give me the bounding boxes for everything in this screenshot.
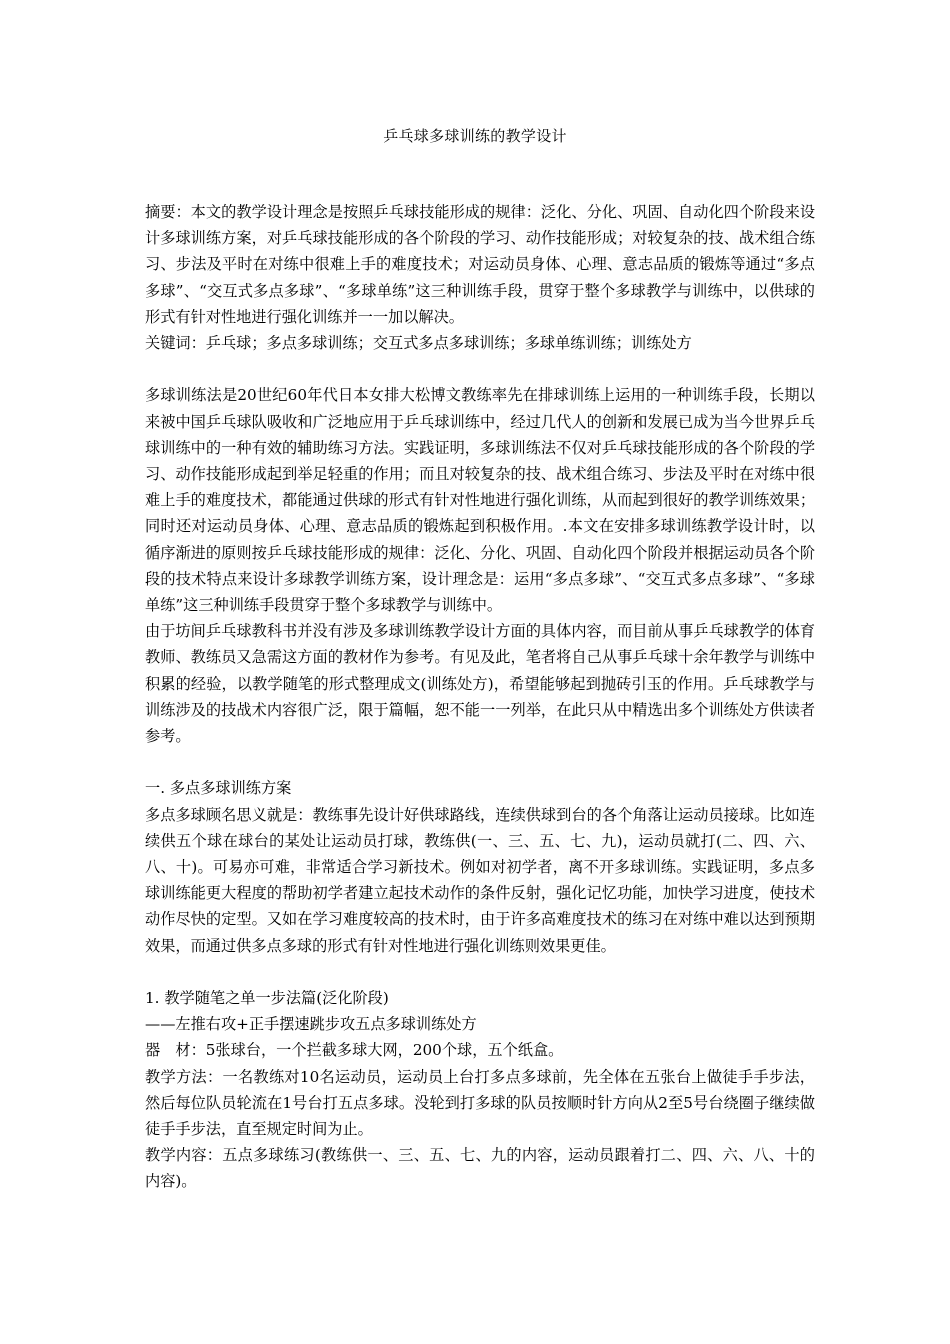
paragraph-spacer	[145, 749, 815, 775]
document-title: 乒乓球多球训练的教学设计	[383, 127, 567, 145]
paragraph-spacer	[145, 356, 815, 382]
paragraph-spacer	[145, 959, 815, 985]
document-body	[145, 199, 815, 1195]
abstract-paragraph: 摘要：本文的教学设计理念是按照乒乓球技能形成的规律：泛化、分化、巩固、自动化四个阶段来设计多球训练方案，对乒乓球技能形成的各个阶段的学习、动作技能形成；对较复杂的技、战术组合练习、步法及平时在对练中很难上手的难度技术；对运动员身体、心理、意志品质的锻炼等通过“多点多球”、“交互式多点多球”、“多球单练”这三种训练手段，贯穿于整个多球教学与训练中，以供球的形式有针对性地进行强化训练并一一加以解决。	[145, 203, 815, 326]
intro-paragraph-1: 多球训练法是20世纪60年代日本女排大松博文教练率先在排球训练上运用的一种训练手段，长期以来被中国乒乓球队吸收和广泛地应用于乒乓球训练中，经过几代人的创新和发展已成为当今世界乒乓球训练中的一种有效的辅助练习方法。实践证明，多球训练法不仅对乒乓球技能形成的各个阶段的学习、动作技能形成起到举足轻重的作用；而且对较复杂的技、战术组合练习、步法及平时在对练中很难上手的难度技术，都能通过供球的形式有针对性地进行强化训练，从而起到很好的教学训练效果；同时还对运动员身体、心理、意志品质的锻炼起到积极作用。.本文在安排多球训练教学设计时，以循序渐进的原则按乒乓球技能形成的规律：泛化、分化、巩固、自动化四个阶段并根据运动员各个阶段的技术特点来设计多球教学训练方案，设计理念是：运用“多点多球”、“交互式多点多球”、“多球单练”这三种训练手段贯穿于整个多球教学与训练中。	[145, 386, 815, 615]
section-1-heading: 一. 多点多球训练方案	[145, 779, 292, 798]
subsection-1-subtitle: ——左推右攻+正手摆速跳步攻五点多球训练处方	[145, 1015, 477, 1034]
intro-paragraph-2: 由于坊间乒乓球教科书并没有涉及多球训练教学设计方面的具体内容，而目前从事乒乓球教学的体育教师、教练员又急需这方面的教材作为参考。有见及此，笔者将自己从事乒乓球十余年教学与训练中积累的经验，以教学随笔的形式整理成文(训练处方)，希望能够起到抛砖引玉的作用。乒乓球教学与训练涉及的技战术内容很广泛，限于篇幅，恕不能一一列举，在此只从中精选出多个训练处方供读者参考。	[145, 622, 815, 746]
keywords-line: 关键词：乒乓球；多点多球训练；交互式多点多球训练；多球单练训练；训练处方	[145, 334, 692, 353]
teaching-method-paragraph: 教学方法：一名教练对10名运动员，运动员上台打多点多球前，先全体在五张台上做徒手手步法，然后每位队员轮流在1号台打五点多球。没轮到打多球的队员按顺时针方向从2至5号台绕圈子继续做徒手手步法，直至规定时间为止。	[145, 1067, 815, 1139]
section-1-paragraph: 多点多球顾名思义就是：教练事先设计好供球路线，连续供球到台的各个角落让运动员接球。比如连续供五个球在球台的某处让运动员打球，教练供(一、三、五、七、九)，运动员就打(二、四、六、八、十)。可易亦可难，非常适合学习新技术。例如对初学者，离不开多球训练。实践证明，多点多球训练能更大程度的帮助初学者建立起技术动作的条件反射，强化记忆功能，加快学习进度，使技术动作尽快的定型。又如在学习难度较高的技术时，由于许多高难度技术的练习在对练中难以达到预期效果，而通过供多点多球的形式有针对性地进行强化训练则效果更佳。	[145, 805, 815, 955]
subsection-1-heading: 1. 教学随笔之单一步法篇(泛化阶段)	[145, 989, 389, 1008]
equipment-line: 器 材：5张球台，一个拦截多球大网，200个球，五个纸盒。	[145, 1041, 564, 1060]
teaching-content-paragraph: 教学内容：五点多球练习(教练供一、三、五、七、九的内容，运动员跟着打二、四、六、八、十的内容)。	[145, 1146, 815, 1191]
